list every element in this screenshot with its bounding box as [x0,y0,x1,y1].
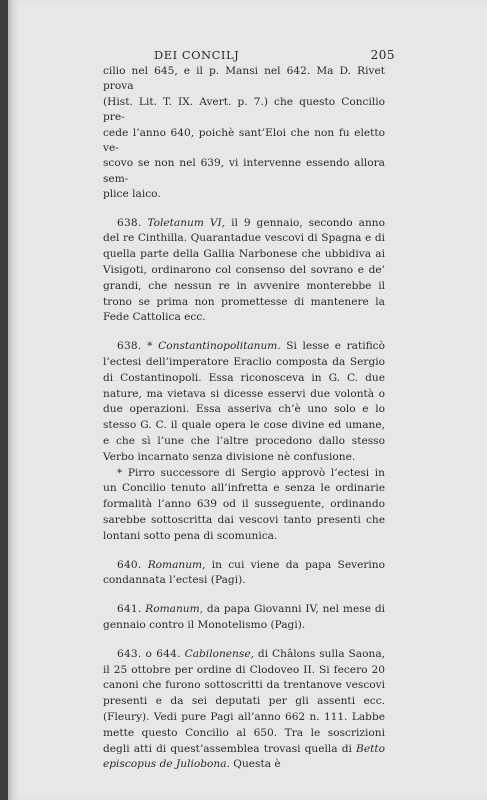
entry-extra-text: * Pirro successore di Sergio approvò l’ectesi in un Concilio tenuto all’infretta e senza le ordinarie formalità l’anno 639 od il susseguente, ordinando sarebbe sottoscritta dai vescovi tanto presenti che lontani sotto pena di scomunica. [103,466,385,542]
continuation-paragraph [103,64,385,203]
entry-text: in cui viene da papa Severino condannata l’ectesi (Pagi). [103,558,385,587]
council-entry-constantinople [103,339,385,544]
council-name: Cabilonense, [184,647,254,660]
entry-text: da papa Giovanni IV, nel mese di gennaio contro il Monotelismo (Pagi). [103,603,385,631]
council-name: Romanum, [147,558,206,571]
book-gutter [0,0,8,800]
page-text [103,48,395,773]
council-entry-toledo [103,216,385,327]
council-entry-chalons [103,647,385,773]
entry-number: 638. [117,216,142,229]
council-entry-rome-640 [103,558,385,590]
entry-number: 638. * [117,340,153,353]
text-line: (Hist. Lit. T. IX. Avert. p. 7.) che questo Concilio pre- [103,95,385,124]
text-line: plice laico. [103,188,161,201]
entry-text-tail: Questa è [229,758,281,771]
signature-name: Betto episcopus de Juliobona. [103,742,385,771]
council-name: Toletanum VI, [147,216,226,229]
council-name: Romanum, [145,603,204,616]
entry-text: Si lesse e ratificò l’ectesi dell’imperatore Eraclio composta da Sergio di Costantinopoli. Essa riconosceva in G. C. due nature, ma vietava si dicesse esservi due volontà o due operazioni. Essa asseriva ch’è uno solo e lo stesso G. C. il quale opera le cose divine ed umane, e che sì l’une che l’altre procedono dallo stesso Verbo incarnato senza divisione nè confusione. [103,340,385,463]
text-line: scovo se non nel 639, vi intervenne essendo allora sem- [103,157,385,185]
entry-number: 641. [117,603,142,616]
council-entry-rome-641 [103,602,385,634]
running-header [103,48,395,62]
entry-text: di Châlons sulla Saona, il 25 ottobre per ordine di Clodoveo II. Si fecero 20 canoni che furono sottoscritti da trentanove vescovi presenti e da sei deputati per gli assenti ecc. (Fleury). Vedi pure Pagi all’anno 662 n. 111. Labbe mette questo Concilio al 650. Tra le soscrizioni degli atti di quest’assemblea trovasi quella di [103,647,385,755]
running-title: DEI CONCILJ [154,48,240,62]
text-line: cede l’anno 640, poichè sant’Eloi che non fu eletto ve- [103,126,385,155]
book-page [8,0,487,800]
entry-number: 643. o 644. [117,647,181,660]
council-name: Constantinopolitanum. [158,340,281,353]
entry-text: il 9 gennaio, secondo anno del re Cinthilla. Quarantadue vescovi di Spagna e di quella parte della Gallia Narbonese che ubbidiva ai Visigoti, ordinarono col consenso del sovrano e de’ grandi, che nessun re in avvenire monterebbe il trono se prima non promettesse di mantenere la Fede Cattolica ecc. [103,216,385,324]
entry-number: 640. [117,558,142,571]
page-number: 205 [370,48,395,62]
text-line: cilio nel 645, e il p. Mansi nel 642. Ma D. Rivet prova [103,65,385,93]
